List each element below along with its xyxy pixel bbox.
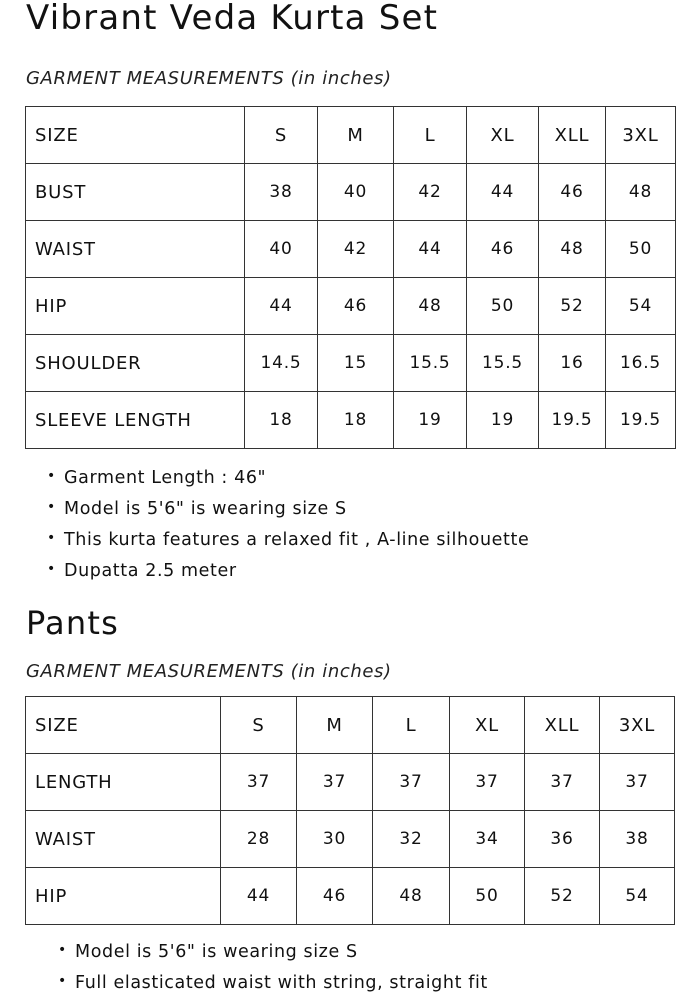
measurement-cell: 28: [221, 811, 297, 868]
row-label: SLEEVE LENGTH: [26, 392, 245, 449]
note-text: Garment Length : 46": [64, 468, 267, 488]
header-size-cell: 3XL: [600, 697, 675, 754]
measurement-cell: 52: [525, 868, 600, 925]
kurta-title: Vibrant Veda Kurta Set: [26, 0, 439, 38]
measurement-cell: 46: [318, 278, 394, 335]
measurement-cell: 34: [450, 811, 525, 868]
measurement-cell: 19: [394, 392, 467, 449]
measurement-cell: 15.5: [467, 335, 539, 392]
measurement-cell: 15: [318, 335, 394, 392]
measurement-cell: 19: [467, 392, 539, 449]
pants-title: Pants: [26, 604, 119, 642]
row-label: SHOULDER: [26, 335, 245, 392]
table-header-row: [26, 697, 675, 754]
measurement-cell: 46: [539, 164, 606, 221]
measurement-cell: 36: [525, 811, 600, 868]
header-size-cell: M: [297, 697, 373, 754]
note-text: This kurta features a relaxed fit , A-line silhouette: [64, 530, 530, 550]
measurement-cell: 48: [373, 868, 450, 925]
measurement-cell: 46: [297, 868, 373, 925]
measurement-cell: 37: [297, 754, 373, 811]
table-row: [26, 868, 675, 925]
measurement-cell: 54: [606, 278, 676, 335]
measurement-cell: 37: [221, 754, 297, 811]
header-size-cell: XLL: [539, 107, 606, 164]
measurement-cell: 50: [450, 868, 525, 925]
measurement-cell: 32: [373, 811, 450, 868]
bullet-icon: •: [47, 468, 56, 484]
note-item: [47, 530, 530, 561]
header-size-cell: XLL: [525, 697, 600, 754]
note-item: [58, 942, 488, 973]
bullet-icon: •: [58, 942, 67, 958]
row-label: LENGTH: [26, 754, 221, 811]
note-text: Model is 5'6" is wearing size S: [64, 499, 347, 519]
header-size-cell: S: [245, 107, 318, 164]
header-size-cell: 3XL: [606, 107, 676, 164]
row-label: WAIST: [26, 811, 221, 868]
header-size-cell: XL: [467, 107, 539, 164]
measurement-cell: 18: [318, 392, 394, 449]
measurement-cell: 44: [394, 221, 467, 278]
measurement-cell: 44: [245, 278, 318, 335]
header-size-label: SIZE: [26, 107, 245, 164]
table-row: [26, 754, 675, 811]
header-size-label: SIZE: [26, 697, 221, 754]
table-row: [26, 335, 676, 392]
note-item: [47, 561, 529, 592]
table-row: [26, 221, 676, 278]
kurta-measurements-subtitle: GARMENT MEASUREMENTS (in inches): [26, 68, 392, 89]
table-header-row: [26, 107, 676, 164]
row-label: HIP: [26, 868, 221, 925]
header-size-cell: XL: [450, 697, 525, 754]
measurement-cell: 37: [450, 754, 525, 811]
measurement-cell: 42: [318, 221, 394, 278]
measurement-cell: 48: [606, 164, 676, 221]
bullet-icon: •: [58, 973, 67, 989]
measurement-cell: 19.5: [539, 392, 606, 449]
measurement-cell: 16: [539, 335, 606, 392]
measurement-cell: 54: [600, 868, 675, 925]
table-row: [26, 278, 676, 335]
measurement-cell: 44: [221, 868, 297, 925]
note-text: Model is 5'6" is wearing size S: [75, 942, 358, 962]
measurement-cell: 52: [539, 278, 606, 335]
pants-notes-list: [58, 942, 488, 1000]
bullet-icon: •: [47, 499, 56, 515]
note-item: [47, 499, 529, 530]
table-row: [26, 164, 676, 221]
header-size-cell: M: [318, 107, 394, 164]
row-label: WAIST: [26, 221, 245, 278]
header-size-cell: L: [373, 697, 450, 754]
header-size-cell: S: [221, 697, 297, 754]
note-text: Full elasticated waist with string, straight fit: [75, 973, 488, 993]
table-row: [26, 811, 675, 868]
pants-measurements-subtitle: GARMENT MEASUREMENTS (in inches): [26, 661, 392, 682]
measurement-cell: 16.5: [606, 335, 676, 392]
note-text: Dupatta 2.5 meter: [64, 561, 237, 581]
row-label: HIP: [26, 278, 245, 335]
table-row: [26, 392, 676, 449]
bullet-icon: •: [47, 530, 56, 546]
measurement-cell: 37: [373, 754, 450, 811]
measurement-cell: 18: [245, 392, 318, 449]
measurement-cell: 46: [467, 221, 539, 278]
measurement-cell: 48: [539, 221, 606, 278]
measurement-cell: 50: [467, 278, 539, 335]
note-item: [58, 973, 488, 1000]
measurement-cell: 14.5: [245, 335, 318, 392]
row-label: BUST: [26, 164, 245, 221]
measurement-cell: 48: [394, 278, 467, 335]
kurta-notes-list: [47, 468, 530, 592]
bullet-icon: •: [47, 561, 56, 577]
measurement-cell: 40: [318, 164, 394, 221]
header-size-cell: L: [394, 107, 467, 164]
pants-size-table: [25, 696, 675, 925]
measurement-cell: 38: [245, 164, 318, 221]
kurta-size-table: [25, 106, 676, 449]
measurement-cell: 37: [525, 754, 600, 811]
measurement-cell: 19.5: [606, 392, 676, 449]
measurement-cell: 37: [600, 754, 675, 811]
measurement-cell: 44: [467, 164, 539, 221]
measurement-cell: 40: [245, 221, 318, 278]
measurement-cell: 42: [394, 164, 467, 221]
measurement-cell: 50: [606, 221, 676, 278]
measurement-cell: 38: [600, 811, 675, 868]
measurement-cell: 15.5: [394, 335, 467, 392]
measurement-cell: 30: [297, 811, 373, 868]
note-item: [47, 468, 529, 499]
